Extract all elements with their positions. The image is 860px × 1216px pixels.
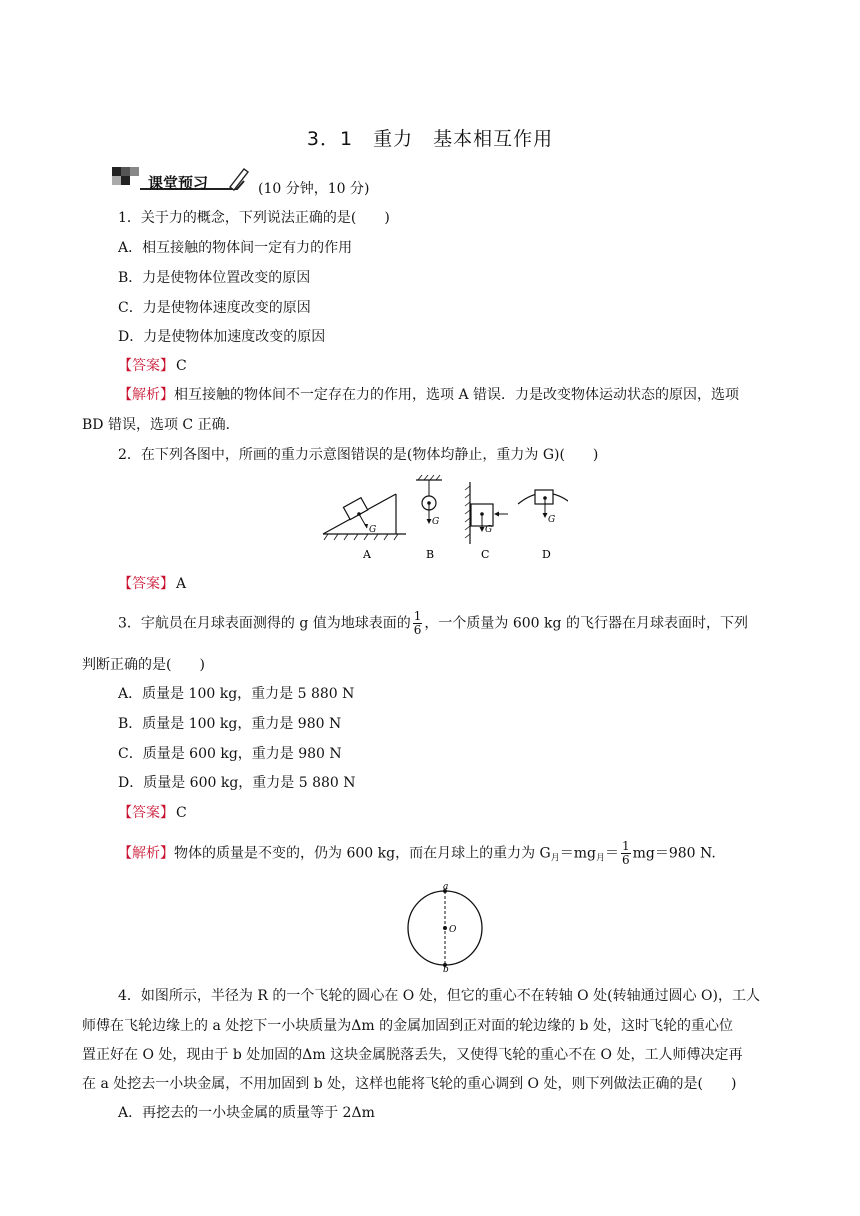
analysis-text: 相互接触的物体间不一定存在力的作用，选项 A 错误．力是改变物体运动状态的原因，选项 [174, 387, 740, 403]
q3-stem-text-2: ，一个质量为 600 kg 的飞行器在月球表面时，下列 [424, 615, 748, 632]
analysis-text-4: mg＝980 N. [632, 845, 716, 862]
q1-analysis [118, 385, 739, 405]
figure-c [465, 482, 508, 561]
label-b: b [443, 965, 449, 972]
figure-b [416, 475, 442, 561]
label-o: O [449, 925, 457, 935]
section-label: 课堂预习 [148, 174, 209, 192]
frac-num: 1 [413, 609, 422, 623]
q4-stem-line2: 师傅在飞轮边缘上的 a 处挖下一小块质量为Δm 的金属加固到正对面的轮边缘的 b 处，这时飞轮的重心位 [82, 1018, 733, 1034]
answer-tag: 【答案】 [118, 576, 174, 592]
q1-option-c: C．力是使物体速度改变的原因 [118, 300, 311, 316]
analysis-text-3: ＝ [604, 845, 619, 862]
q4-option-a: A．再挖去的一小块金属的质量等于 2Δm [118, 1105, 375, 1121]
q3-option-c: C．质量是 600 kg，重力是 980 N [118, 746, 342, 762]
figure-d [518, 490, 568, 561]
figure-a [323, 494, 406, 561]
q3-stem [118, 610, 748, 637]
label-g-d: G [548, 515, 556, 525]
subscript-moon: 月 [595, 853, 605, 864]
q2-figure [318, 474, 568, 566]
analysis-text-2: ＝mg [559, 845, 596, 862]
figure-label-b: B [426, 548, 435, 561]
q2-answer [118, 574, 186, 594]
analysis-text: 物体的质量是不变的，仍为 600 kg，而在月球上的重力为 G [174, 845, 551, 862]
figure-label-c: C [481, 548, 490, 561]
answer-tag: 【答案】 [118, 358, 174, 374]
fraction-one-sixth [413, 610, 423, 637]
q2-stem: 2．在下列各图中，所画的重力示意图错误的是(物体均静止，重力为 G)( ) [118, 447, 599, 463]
q1-option-a: A．相互接触的物体间一定有力的作用 [118, 240, 353, 256]
answer-value: A [176, 576, 187, 592]
q3-option-a: A．质量是 100 kg，重力是 5 880 N [118, 686, 355, 702]
analysis-tag: 【解析】 [118, 845, 174, 862]
label-g-b: G [432, 517, 440, 527]
q3-stem-line2: 判断正确的是( ) [82, 657, 205, 673]
q3-option-b: B．质量是 100 kg，重力是 980 N [118, 716, 342, 732]
subscript-moon: 月 [550, 853, 560, 864]
fraction-one-sixth [621, 840, 631, 867]
label-g-c: G [485, 525, 493, 535]
q4-stem-line3: 置正好在 O 处，现由于 b 处加固的Δm 这块金属脱落丢失，又使得飞轮的重心不在 O 处，工人师傅决定再 [82, 1047, 743, 1063]
figure-label-d: D [542, 548, 551, 561]
q1-option-d: D．力是使物体加速度改变的原因 [118, 329, 326, 345]
section-time-note: (10 分钟，10 分) [258, 181, 370, 197]
answer-value: C [176, 358, 187, 374]
q4-stem-line4: 在 a 处挖去一小块金属，不用加固到 b 处，这样也能将飞轮的重心调到 O 处，则下列做法正确的是( ) [82, 1076, 737, 1092]
q1-answer [118, 356, 187, 376]
q1-analysis-cont: BD 错误，选项 C 正确． [82, 417, 240, 433]
label-g-a: G [369, 525, 377, 535]
q3-option-d: D．质量是 600 kg，重力是 5 880 N [118, 775, 356, 791]
q4-flywheel-figure [400, 880, 490, 972]
q3-stem-text: 3．宇航员在月球表面测得的 g 值为地球表面的 [118, 615, 411, 632]
answer-value: C [176, 805, 187, 821]
answer-tag: 【答案】 [118, 805, 174, 821]
q1-stem: 1．关于力的概念，下列说法正确的是( ) [118, 210, 390, 226]
frac-den: 6 [413, 623, 422, 637]
page-title: 3．1 重力 基本相互作用 [306, 128, 554, 150]
figure-label-a: A [363, 548, 371, 561]
label-a: a [443, 882, 449, 892]
analysis-tag: 【解析】 [118, 387, 174, 403]
frac-num: 1 [621, 839, 630, 853]
q1-option-b: B．力是使物体位置改变的原因 [118, 270, 311, 286]
q3-analysis [118, 840, 716, 869]
q4-stem-line1: 4．如图所示，半径为 R 的一个飞轮的圆心在 O 处，但它的重心不在转轴 O 处(转轴通过圆心 O)，工人 [118, 988, 760, 1004]
frac-den: 6 [621, 853, 630, 867]
q3-answer [118, 803, 187, 823]
